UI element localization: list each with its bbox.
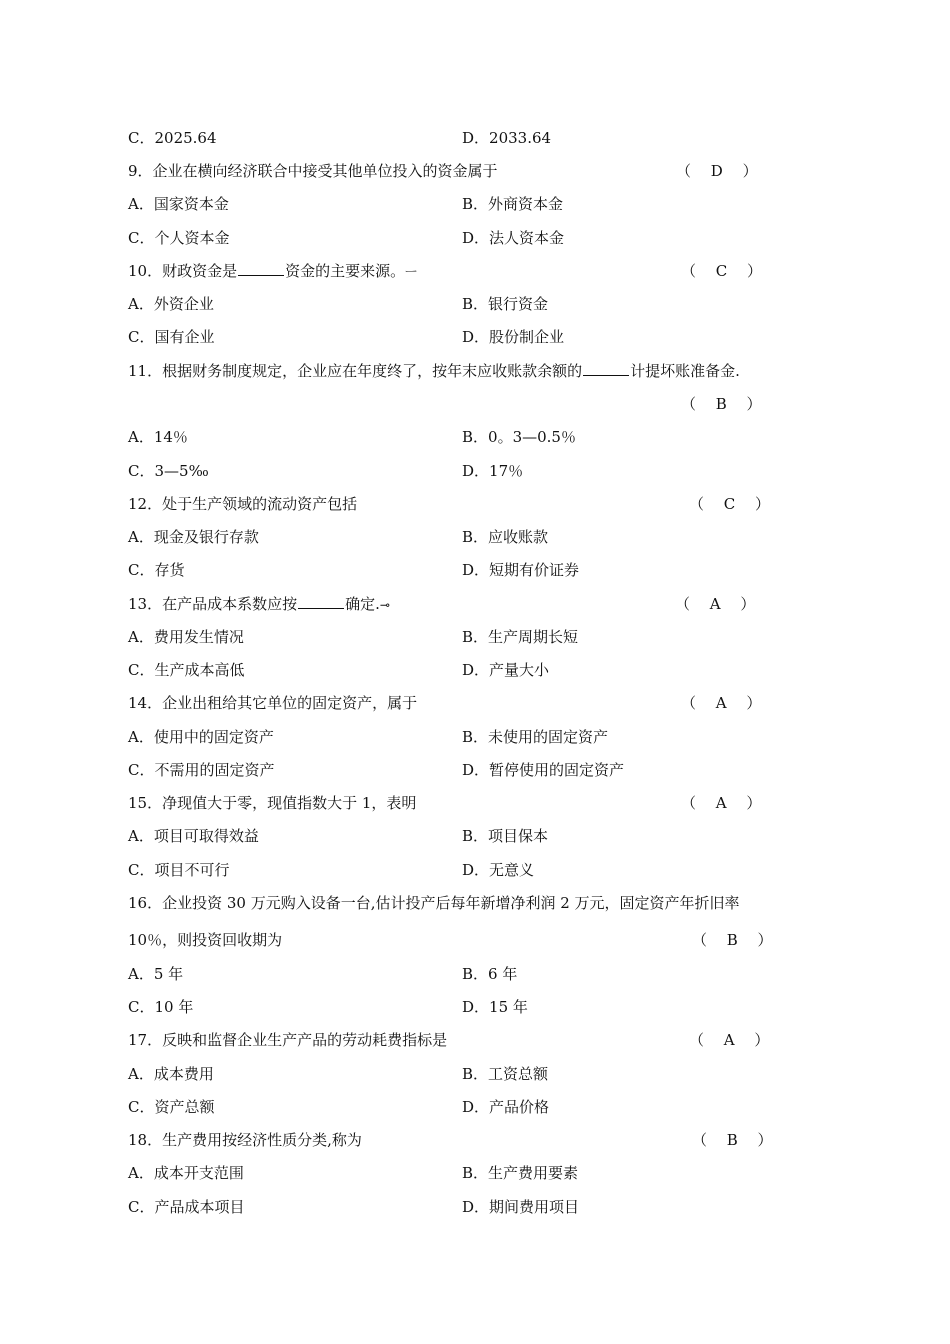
answer-bracket: （ C ） [689,495,771,513]
question-text [128,1128,362,1152]
option-row [0,226,950,250]
option-left: C．资产总额 [128,1098,215,1116]
question-stem: 14．企业出租给其它单位的固定资产，属于 [128,694,418,712]
option-row [0,325,950,349]
option-left: A．现金及银行存款 [128,528,259,546]
question-stem: 11．根据财务制度规定，企业应在年度终了，按年末应收账款余额的 [128,362,583,380]
option-right: B．应收账款 [462,528,549,546]
question-text [128,791,416,815]
option-right: B．未使用的固定资产 [462,728,609,746]
option-left: A．外资企业 [128,295,214,313]
question-row [0,1028,950,1052]
question-stem: 16．企业投资 30 万元购入设备一台,估计投产后每年新增净利润 2 万元，固定资产年折旧率 [128,894,740,912]
option-right: D．暂停使用的固定资产 [462,761,625,779]
option-row [0,525,950,549]
answer-bracket: （ A ） [681,694,762,712]
option-row [0,126,950,150]
answer-bracket: （ A ） [689,1031,770,1049]
question-row [0,928,950,952]
option-left: C．个人资本金 [128,229,230,247]
question-text [128,259,417,284]
option-right: D．股份制企业 [462,328,565,346]
question-text [128,492,357,516]
answer-bracket: （ A ） [675,595,756,613]
answer-bracket: （ D ） [676,162,758,180]
option-right: B．生产费用要素 [462,1164,579,1182]
fill-blank [238,259,284,276]
option-left: A．5 年 [128,965,184,983]
answer-bracket: （ B ） [692,1131,773,1149]
question-text [128,359,740,383]
option-row [0,995,950,1019]
option-row [0,725,950,749]
option-left: A．国家资本金 [128,195,229,213]
question-row [0,359,950,383]
option-right: B．0。3—0.5％ [462,428,576,446]
option-right: B．生产周期长短 [462,628,579,646]
option-left: C．产品成本项目 [128,1198,245,1216]
answer-bracket: （ C ） [681,262,763,280]
question-stem: 10．财政资金是 [128,262,238,280]
question-stem: 18．生产费用按经济性质分类,称为 [128,1131,362,1149]
option-right: D．产品价格 [462,1098,550,1116]
option-right: B．外商资本金 [462,195,564,213]
option-left: C．存货 [128,561,185,579]
question-row [0,691,950,715]
question-stem: 9．企业在横向经济联合中接受其他单位投入的资金属于 [128,162,498,180]
option-right: D．期间费用项目 [462,1198,580,1216]
option-left: A．成本费用 [128,1065,214,1083]
option-row [0,192,950,216]
option-row [0,425,950,449]
answer-bracket: （ A ） [681,794,762,812]
option-left: A．成本开支范围 [128,1164,244,1182]
fill-blank [298,592,344,609]
option-row [0,558,950,582]
stray-mark: ㅡ [405,265,417,279]
option-left: C．项目不可行 [128,861,230,879]
question-text [128,592,390,617]
question-text [128,691,417,715]
option-right: D．15 年 [462,998,528,1016]
option-row [0,1062,950,1086]
option-left: C．国有企业 [128,328,215,346]
question-row [0,159,950,183]
option-right: D．2033.64 [462,129,552,147]
option-right: D．无意义 [462,861,535,879]
question-stem: 12．处于生产领域的流动资产包括 [128,495,358,513]
option-right: D．17％ [462,462,524,480]
option-row [0,1095,950,1119]
option-left: A．14％ [128,428,188,446]
question-stem: 15．净现值大于零，现值指数大于 1，表明 [128,794,417,812]
question-stem: 17．反映和监督企业生产产品的劳动耗费指标是 [128,1031,448,1049]
option-row [0,824,950,848]
answer-bracket: （ B ） [681,395,762,413]
option-left: C．3—5‰ [128,462,209,480]
option-row [0,1161,950,1185]
option-right: B．工资总额 [462,1065,549,1083]
question-stem-end: 计提坏账准备金. [630,362,740,380]
question-row [0,592,950,616]
option-row [0,625,950,649]
option-row [0,858,950,882]
option-row [0,292,950,316]
option-right: B．项目保本 [462,827,549,845]
option-right: D．产量大小 [462,661,550,679]
option-row [0,658,950,682]
option-left: A．项目可取得效益 [128,827,259,845]
question-stem-end: 资金的主要来源。 [285,262,406,280]
option-right: D．短期有价证券 [462,561,580,579]
question-stem: 13．在产品成本系数应按 [128,595,298,613]
option-row [0,459,950,483]
answer-row [0,392,950,416]
question-text [128,159,498,183]
option-right: B．6 年 [462,965,518,983]
question-row [0,259,950,283]
option-left: A．使用中的固定资产 [128,728,274,746]
option-left: A．费用发生情况 [128,628,244,646]
option-row [0,962,950,986]
option-right: D．法人资本金 [462,229,565,247]
option-row [0,1195,950,1219]
question-row [0,891,950,915]
question-text [128,1028,447,1052]
fill-blank [583,359,629,376]
option-right: B．银行资金 [462,295,549,313]
answer-bracket: （ B ） [692,931,773,949]
stray-mark: ⊸ [379,598,390,612]
question-row [0,791,950,815]
question-row [0,492,950,516]
option-left: C．生产成本高低 [128,661,245,679]
question-stem-end: 确定. [345,595,380,613]
option-left: C．10 年 [128,998,194,1016]
question-text [128,891,740,915]
option-left: C．2025.64 [128,129,217,147]
question-text [128,928,282,952]
option-row [0,758,950,782]
question-stem: 10％，则投资回收期为 [128,931,283,949]
question-row [0,1128,950,1152]
option-left: C．不需用的固定资产 [128,761,275,779]
